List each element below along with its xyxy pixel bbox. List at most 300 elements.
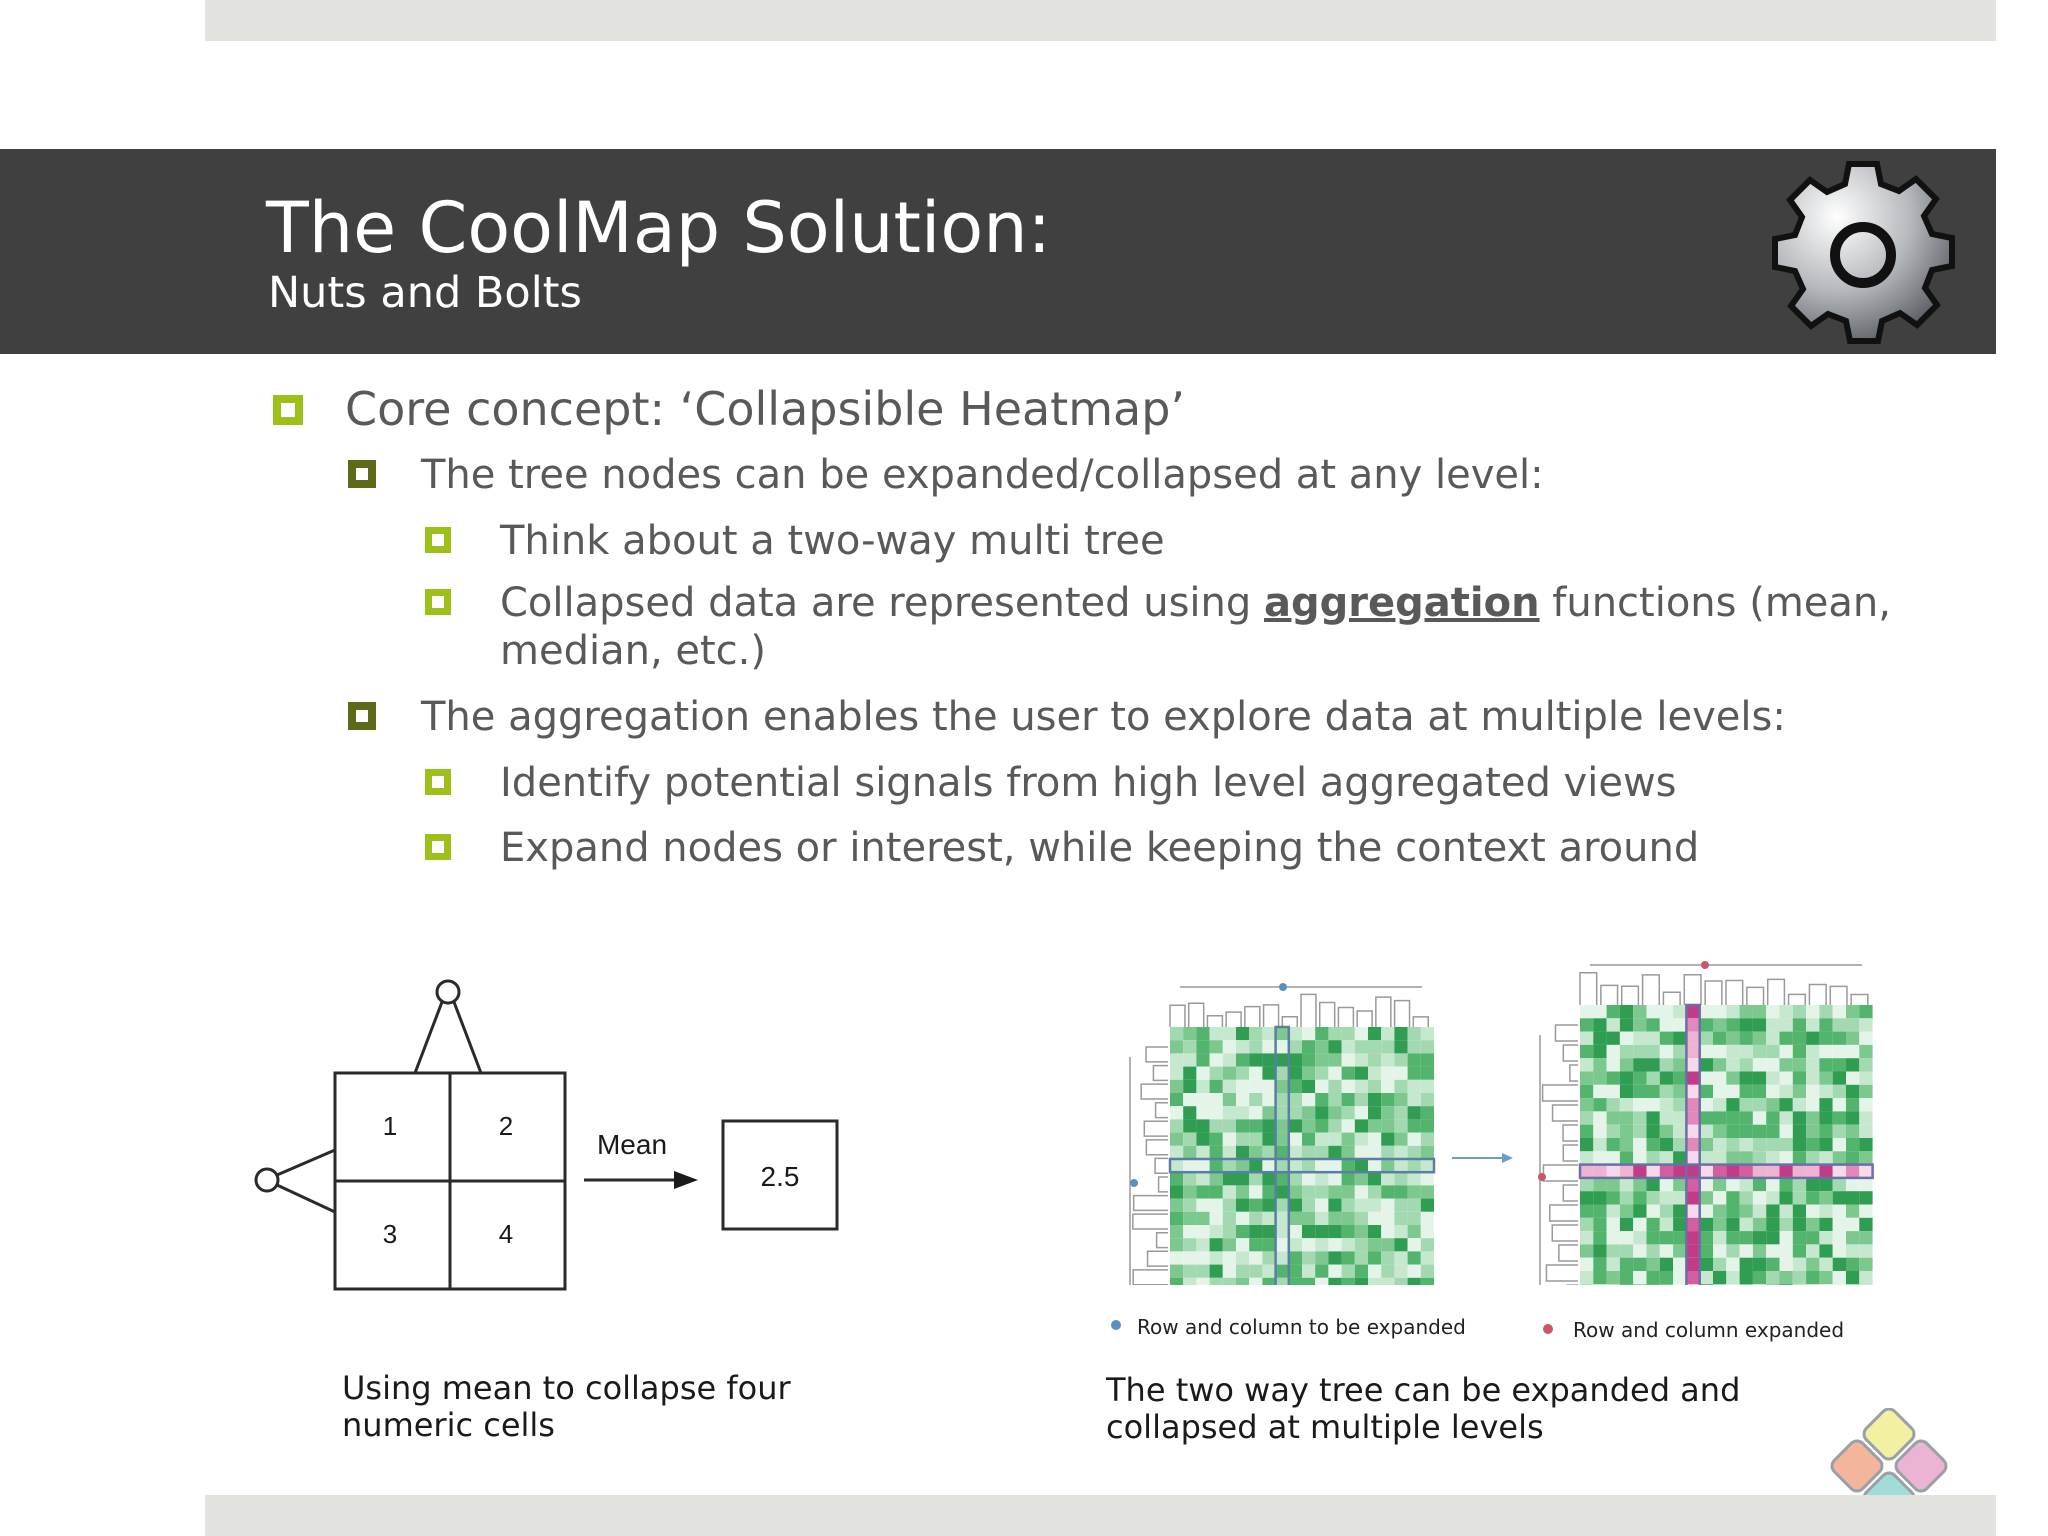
heatmap-cell	[1753, 1151, 1766, 1164]
heatmap-cell	[1394, 1185, 1407, 1198]
heatmap-cell	[1355, 1080, 1368, 1093]
heatmap-cell	[1753, 1045, 1766, 1058]
heatmap-cell	[1753, 1191, 1766, 1204]
heatmap-cell	[1276, 1146, 1289, 1159]
heatmap-cell	[1408, 1212, 1421, 1225]
heatmap-cell	[1766, 1218, 1779, 1231]
heatmap-cell	[1726, 1244, 1739, 1257]
heatmap-cell	[1726, 1098, 1739, 1111]
heatmap-cell	[1806, 1218, 1819, 1231]
heatmap-cell	[1793, 1271, 1806, 1284]
bullet-square-icon	[425, 769, 451, 795]
heatmap-cell	[1262, 1199, 1275, 1212]
heatmap-cell	[1859, 1072, 1872, 1085]
heatmap-cell	[1368, 1251, 1381, 1264]
heatmap-cell	[1620, 1138, 1633, 1151]
heatmap-cell	[1381, 1146, 1394, 1159]
heatmap-cell	[1859, 1271, 1872, 1284]
heatmap-cell	[1315, 1199, 1328, 1212]
heatmap-cell	[1593, 1205, 1606, 1218]
heatmap-cell	[1408, 1225, 1421, 1238]
heatmap-cell	[1607, 1085, 1620, 1098]
heatmap-cell	[1408, 1040, 1421, 1053]
heatmap-cell	[1740, 1244, 1753, 1257]
heatmap-cell	[1647, 1271, 1660, 1284]
heatmap-cell	[1196, 1238, 1209, 1251]
heatmap-cell	[1700, 1072, 1713, 1085]
heatmap-cell	[1210, 1067, 1223, 1080]
heatmap-cell	[1859, 1218, 1872, 1231]
heatmap-cell	[1686, 1032, 1699, 1045]
heatmap-cell	[1673, 1258, 1686, 1271]
heatmap-cell	[1196, 1067, 1209, 1080]
heatmap-cell	[1381, 1067, 1394, 1080]
heatmap-cell	[1223, 1053, 1236, 1066]
heatmap-cell	[1210, 1146, 1223, 1159]
heatmap-cell	[1408, 1119, 1421, 1132]
heatmap-cell	[1368, 1080, 1381, 1093]
heatmap-cell	[1276, 1265, 1289, 1278]
heatmap-cell	[1713, 1191, 1726, 1204]
heatmap-cell	[1806, 1058, 1819, 1071]
heatmap-cell	[1223, 1278, 1236, 1285]
heatmap-cell	[1766, 1165, 1779, 1178]
heatmap-cell	[1766, 1018, 1779, 1031]
heatmap-cell	[1660, 1111, 1673, 1124]
heatmap-cell	[1700, 1218, 1713, 1231]
heatmap-cell	[1806, 1098, 1819, 1111]
heatmap-cell	[1355, 1106, 1368, 1119]
heatmap-cell	[1793, 1032, 1806, 1045]
heatmap-cell	[1328, 1053, 1341, 1066]
heatmap-cell	[1633, 1085, 1646, 1098]
heatmap-cell	[1302, 1172, 1315, 1185]
heatmap-cell	[1753, 1072, 1766, 1085]
heatmap-cell	[1819, 1151, 1832, 1164]
heatmap-cell	[1580, 1178, 1593, 1191]
heatmap-cell	[1593, 1085, 1606, 1098]
heatmap-cell	[1249, 1159, 1262, 1172]
heatmap-cell	[1686, 1244, 1699, 1257]
heatmap-cell	[1210, 1119, 1223, 1132]
heatmap-cell	[1846, 1191, 1859, 1204]
heatmap-cell	[1859, 1231, 1872, 1244]
heatmap-cell	[1647, 1098, 1660, 1111]
heatmap-cell	[1620, 1218, 1633, 1231]
heatmap-cell	[1580, 1218, 1593, 1231]
heatmap-cell	[1262, 1212, 1275, 1225]
heatmap-cell	[1686, 1138, 1699, 1151]
heatmap-cell	[1726, 1085, 1739, 1098]
heatmap-cell	[1673, 1138, 1686, 1151]
heatmap-cell	[1620, 1125, 1633, 1138]
heatmap-cell	[1249, 1133, 1262, 1146]
heatmap-cell	[1196, 1133, 1209, 1146]
heatmap-cell	[1846, 1258, 1859, 1271]
heatmap-cell	[1607, 1178, 1620, 1191]
heatmap-cell	[1607, 1258, 1620, 1271]
heatmap-cell	[1780, 1191, 1793, 1204]
heatmap-cell	[1846, 1218, 1859, 1231]
heatmap-cell	[1394, 1212, 1407, 1225]
heatmap-cell	[1302, 1159, 1315, 1172]
heatmap-cell	[1846, 1045, 1859, 1058]
heatmap-cell	[1620, 1005, 1633, 1018]
heatmap-cell	[1620, 1244, 1633, 1257]
heatmap-cell	[1753, 1032, 1766, 1045]
heatmap-cell	[1819, 1045, 1832, 1058]
heatmap-cell	[1593, 1111, 1606, 1124]
heatmap-cell	[1647, 1058, 1660, 1071]
heatmap-cell	[1607, 1058, 1620, 1071]
heatmap-cell	[1793, 1218, 1806, 1231]
heatmap-cell	[1421, 1053, 1434, 1066]
heatmap-cell	[1859, 1098, 1872, 1111]
heatmap-cell	[1793, 1191, 1806, 1204]
heatmap-cell	[1713, 1111, 1726, 1124]
heatmap-cell	[1276, 1040, 1289, 1053]
heatmap-cell	[1302, 1067, 1315, 1080]
heatmap-cell	[1328, 1133, 1341, 1146]
heatmap-cell	[1210, 1159, 1223, 1172]
heatmap-cell	[1593, 1072, 1606, 1085]
heatmap-cell	[1580, 1072, 1593, 1085]
heatmap-cell	[1633, 1151, 1646, 1164]
heatmap-cell	[1647, 1032, 1660, 1045]
heatmap-cell	[1647, 1085, 1660, 1098]
heatmap-cell	[1394, 1199, 1407, 1212]
heatmap-cell	[1170, 1146, 1183, 1159]
heatmap-cell	[1753, 1271, 1766, 1284]
heatmap-cell	[1780, 1178, 1793, 1191]
heatmap-cell	[1408, 1133, 1421, 1146]
heatmap-cell	[1726, 1191, 1739, 1204]
heatmap-cell	[1210, 1199, 1223, 1212]
heatmap-cell	[1633, 1018, 1646, 1031]
heatmap-cell	[1421, 1199, 1434, 1212]
heatmap-cell	[1713, 1138, 1726, 1151]
heatmap-cell	[1833, 1018, 1846, 1031]
heatmap-cell	[1249, 1172, 1262, 1185]
heatmap-cell	[1276, 1093, 1289, 1106]
heatmap-cell	[1793, 1111, 1806, 1124]
heatmap-cell	[1846, 1231, 1859, 1244]
heatmap-cell	[1660, 1072, 1673, 1085]
heatmap-cell	[1846, 1125, 1859, 1138]
heatmap-cell	[1580, 1244, 1593, 1257]
heatmap-cell	[1355, 1053, 1368, 1066]
heatmap-cell	[1647, 1205, 1660, 1218]
heatmap-cell	[1806, 1045, 1819, 1058]
heatmap-cell	[1249, 1093, 1262, 1106]
heatmap-cell	[1740, 1165, 1753, 1178]
heatmap-cell	[1315, 1080, 1328, 1093]
heatmap-cell	[1819, 1244, 1832, 1257]
heatmap-cell	[1593, 1005, 1606, 1018]
heatmap-cell	[1170, 1278, 1183, 1285]
heatmap-cell	[1713, 1258, 1726, 1271]
heatmap-cell	[1381, 1251, 1394, 1264]
heatmap-cell	[1223, 1185, 1236, 1198]
heatmap-cell	[1806, 1205, 1819, 1218]
heatmap-cell	[1660, 1218, 1673, 1231]
heatmap-cell	[1302, 1106, 1315, 1119]
heatmap-cell	[1740, 1191, 1753, 1204]
heatmap-cell	[1236, 1027, 1249, 1040]
heatmap-cell	[1859, 1111, 1872, 1124]
heatmap-cell	[1183, 1159, 1196, 1172]
heatmap-cell	[1819, 1138, 1832, 1151]
heatmap-cell	[1408, 1172, 1421, 1185]
heatmap-cell	[1859, 1178, 1872, 1191]
heatmap-cell	[1686, 1218, 1699, 1231]
heatmap-cell	[1342, 1093, 1355, 1106]
heatmap-cell	[1593, 1138, 1606, 1151]
heatmap-cell	[1236, 1093, 1249, 1106]
heatmap-cell	[1368, 1278, 1381, 1285]
heatmap-cell	[1700, 1165, 1713, 1178]
heatmap-cell	[1859, 1205, 1872, 1218]
heatmap-cell	[1183, 1225, 1196, 1238]
heatmap-cell	[1819, 1085, 1832, 1098]
heatmap-cell	[1183, 1238, 1196, 1251]
heatmap-cell	[1859, 1284, 1872, 1285]
heatmap-cell	[1673, 1098, 1686, 1111]
heatmap-cell	[1833, 1284, 1846, 1285]
heatmap-cell	[1740, 1205, 1753, 1218]
heatmap-cell	[1806, 1138, 1819, 1151]
heatmap-cell	[1408, 1265, 1421, 1278]
heatmap-cell	[1859, 1138, 1872, 1151]
heatmap-cell	[1183, 1212, 1196, 1225]
heatmap-cell	[1249, 1027, 1262, 1040]
heatmap-cell	[1793, 1138, 1806, 1151]
heatmap-cell	[1780, 1244, 1793, 1257]
heatmap-cell	[1833, 1218, 1846, 1231]
heatmap-cell	[1421, 1027, 1434, 1040]
heatmap-cell	[1210, 1212, 1223, 1225]
heatmap-cell	[1700, 1178, 1713, 1191]
heatmap-cell	[1381, 1172, 1394, 1185]
heatmap-cell	[1262, 1053, 1275, 1066]
heatmap-cell	[1740, 1018, 1753, 1031]
heatmap-cell	[1673, 1244, 1686, 1257]
heatmap-cell	[1276, 1238, 1289, 1251]
heatmap-cell	[1673, 1058, 1686, 1071]
heatmap-cell	[1170, 1172, 1183, 1185]
heatmap-cell	[1673, 1284, 1686, 1285]
heatmap-cell	[1607, 1045, 1620, 1058]
heatmap-cell	[1408, 1053, 1421, 1066]
heatmap-cell	[1394, 1238, 1407, 1251]
heatmap-cell	[1647, 1165, 1660, 1178]
heatmap-cell	[1713, 1072, 1726, 1085]
heatmap-cell	[1753, 1218, 1766, 1231]
heatmap-cell	[1302, 1212, 1315, 1225]
heatmap-cell	[1368, 1053, 1381, 1066]
heatmap-cell	[1249, 1119, 1262, 1132]
heatmap-cell	[1793, 1258, 1806, 1271]
heatmap-cell	[1394, 1093, 1407, 1106]
heatmap-cell	[1315, 1172, 1328, 1185]
cell-4: 4	[498, 1219, 514, 1249]
heatmap-cell	[1633, 1058, 1646, 1071]
heatmap-cell	[1394, 1133, 1407, 1146]
heatmap-cell	[1289, 1251, 1302, 1264]
heatmap-cell	[1633, 1258, 1646, 1271]
heatmap-cell	[1276, 1133, 1289, 1146]
heatmap-cell	[1183, 1040, 1196, 1053]
heatmap-cell	[1753, 1018, 1766, 1031]
bullet-square-icon	[425, 834, 451, 860]
heatmap-cell	[1394, 1265, 1407, 1278]
heatmap-cell	[1780, 1005, 1793, 1018]
heatmap-cell	[1740, 1178, 1753, 1191]
heatmap-cell	[1713, 1231, 1726, 1244]
heatmap-cell	[1342, 1212, 1355, 1225]
heatmap-cell	[1355, 1133, 1368, 1146]
heatmap-cell	[1196, 1265, 1209, 1278]
heatmap-cell	[1170, 1119, 1183, 1132]
heatmap-cell	[1673, 1271, 1686, 1284]
heatmap-cell	[1210, 1093, 1223, 1106]
heatmap-cell	[1183, 1027, 1196, 1040]
heatmap-cell	[1793, 1072, 1806, 1085]
heatmap-cell	[1700, 1138, 1713, 1151]
heatmap-cell	[1673, 1005, 1686, 1018]
heatmap-cell	[1793, 1284, 1806, 1285]
heatmap-cell	[1819, 1178, 1832, 1191]
red-dot-icon	[1543, 1324, 1553, 1334]
heatmap-cell	[1766, 1271, 1779, 1284]
heatmap-cell	[1700, 1018, 1713, 1031]
heatmap-cell	[1633, 1005, 1646, 1018]
heatmap-cell	[1859, 1005, 1872, 1018]
heatmap-cell	[1223, 1106, 1236, 1119]
heatmap-cell	[1262, 1225, 1275, 1238]
heatmap-cell	[1793, 1125, 1806, 1138]
heatmap-cell	[1289, 1040, 1302, 1053]
heatmap-cell	[1859, 1125, 1872, 1138]
heatmap-cell	[1647, 1231, 1660, 1244]
heatmap-cell	[1713, 1058, 1726, 1071]
heatmap-cell	[1793, 1005, 1806, 1018]
heatmap-cell	[1580, 1045, 1593, 1058]
heatmap-cell	[1633, 1111, 1646, 1124]
heatmap-cell	[1328, 1040, 1341, 1053]
heatmap-cell	[1593, 1191, 1606, 1204]
node-dot-icon	[1701, 961, 1709, 969]
heatmap-cell	[1276, 1212, 1289, 1225]
heatmap-cell	[1686, 1045, 1699, 1058]
heatmap-cell	[1196, 1106, 1209, 1119]
top-band	[205, 0, 1996, 41]
heatmap-cell	[1236, 1119, 1249, 1132]
heatmap-cell	[1647, 1191, 1660, 1204]
heatmap-cell	[1700, 1045, 1713, 1058]
heatmap-cell	[1793, 1018, 1806, 1031]
heatmap-cell	[1196, 1119, 1209, 1132]
heatmap-cell	[1249, 1053, 1262, 1066]
heatmap-cell	[1660, 1258, 1673, 1271]
heatmap-cell	[1846, 1058, 1859, 1071]
heatmap-cell	[1647, 1005, 1660, 1018]
heatmap-cell	[1780, 1205, 1793, 1218]
heatmap-cell	[1753, 1244, 1766, 1257]
heatmap-cell	[1249, 1238, 1262, 1251]
heatmap-cell	[1315, 1212, 1328, 1225]
heatmap-cell	[1421, 1080, 1434, 1093]
heatmap-cell	[1368, 1238, 1381, 1251]
heatmap-cell	[1381, 1238, 1394, 1251]
heatmap-cell	[1819, 1058, 1832, 1071]
heatmap-cell	[1315, 1278, 1328, 1285]
blue-dot-icon	[1111, 1320, 1121, 1330]
heatmap-cell	[1726, 1231, 1739, 1244]
heatmap-cell	[1249, 1225, 1262, 1238]
heatmap-cell	[1740, 1111, 1753, 1124]
heatmap-cell	[1315, 1265, 1328, 1278]
heatmap-cell	[1368, 1172, 1381, 1185]
heatmap-cell	[1713, 1032, 1726, 1045]
heatmap-cell	[1381, 1119, 1394, 1132]
heatmap-cell	[1806, 1005, 1819, 1018]
heatmap-cell	[1673, 1045, 1686, 1058]
heatmap-cell	[1819, 1258, 1832, 1271]
heatmap-cell	[1223, 1146, 1236, 1159]
heatmap-cell	[1780, 1085, 1793, 1098]
heatmap-cell	[1394, 1053, 1407, 1066]
heatmap-cell	[1593, 1125, 1606, 1138]
heatmap-cell	[1806, 1151, 1819, 1164]
heatmap-cell	[1620, 1151, 1633, 1164]
heatmap-cell	[1183, 1053, 1196, 1066]
heatmap-cell	[1740, 1045, 1753, 1058]
heatmap-cell	[1819, 1125, 1832, 1138]
heatmap-cell	[1620, 1284, 1633, 1285]
heatmap-cell	[1328, 1172, 1341, 1185]
heatmap-cell	[1593, 1218, 1606, 1231]
heatmap-cell	[1607, 1231, 1620, 1244]
node-dot-icon	[1279, 983, 1287, 991]
heatmap-cell	[1660, 1018, 1673, 1031]
heatmap-cell	[1713, 1045, 1726, 1058]
heatmap-cell	[1726, 1258, 1739, 1271]
heatmap-cell	[1753, 1085, 1766, 1098]
heatmap-cell	[1713, 1284, 1726, 1285]
heatmap-cell	[1633, 1191, 1646, 1204]
heatmap-cell	[1766, 1205, 1779, 1218]
heatmap-cell	[1673, 1072, 1686, 1085]
heatmap-cell	[1819, 1165, 1832, 1178]
heatmap-cell	[1580, 1205, 1593, 1218]
heatmap-cell	[1236, 1199, 1249, 1212]
label-to-be-expanded: Row and column to be expanded	[1137, 1315, 1466, 1339]
heatmap-cell	[1170, 1225, 1183, 1238]
heatmap-cell	[1355, 1251, 1368, 1264]
arrow-right-icon	[674, 1171, 698, 1189]
heatmap-cell	[1315, 1159, 1328, 1172]
heatmap-cell	[1355, 1199, 1368, 1212]
heatmap-cell	[1633, 1072, 1646, 1085]
heatmap-cell	[1633, 1205, 1646, 1218]
heatmap-cell	[1660, 1151, 1673, 1164]
heatmap-cell	[1806, 1072, 1819, 1085]
heatmap-cell	[1170, 1251, 1183, 1264]
heatmap-cell	[1421, 1265, 1434, 1278]
heatmap-cell	[1580, 1111, 1593, 1124]
heatmap-cell	[1223, 1225, 1236, 1238]
